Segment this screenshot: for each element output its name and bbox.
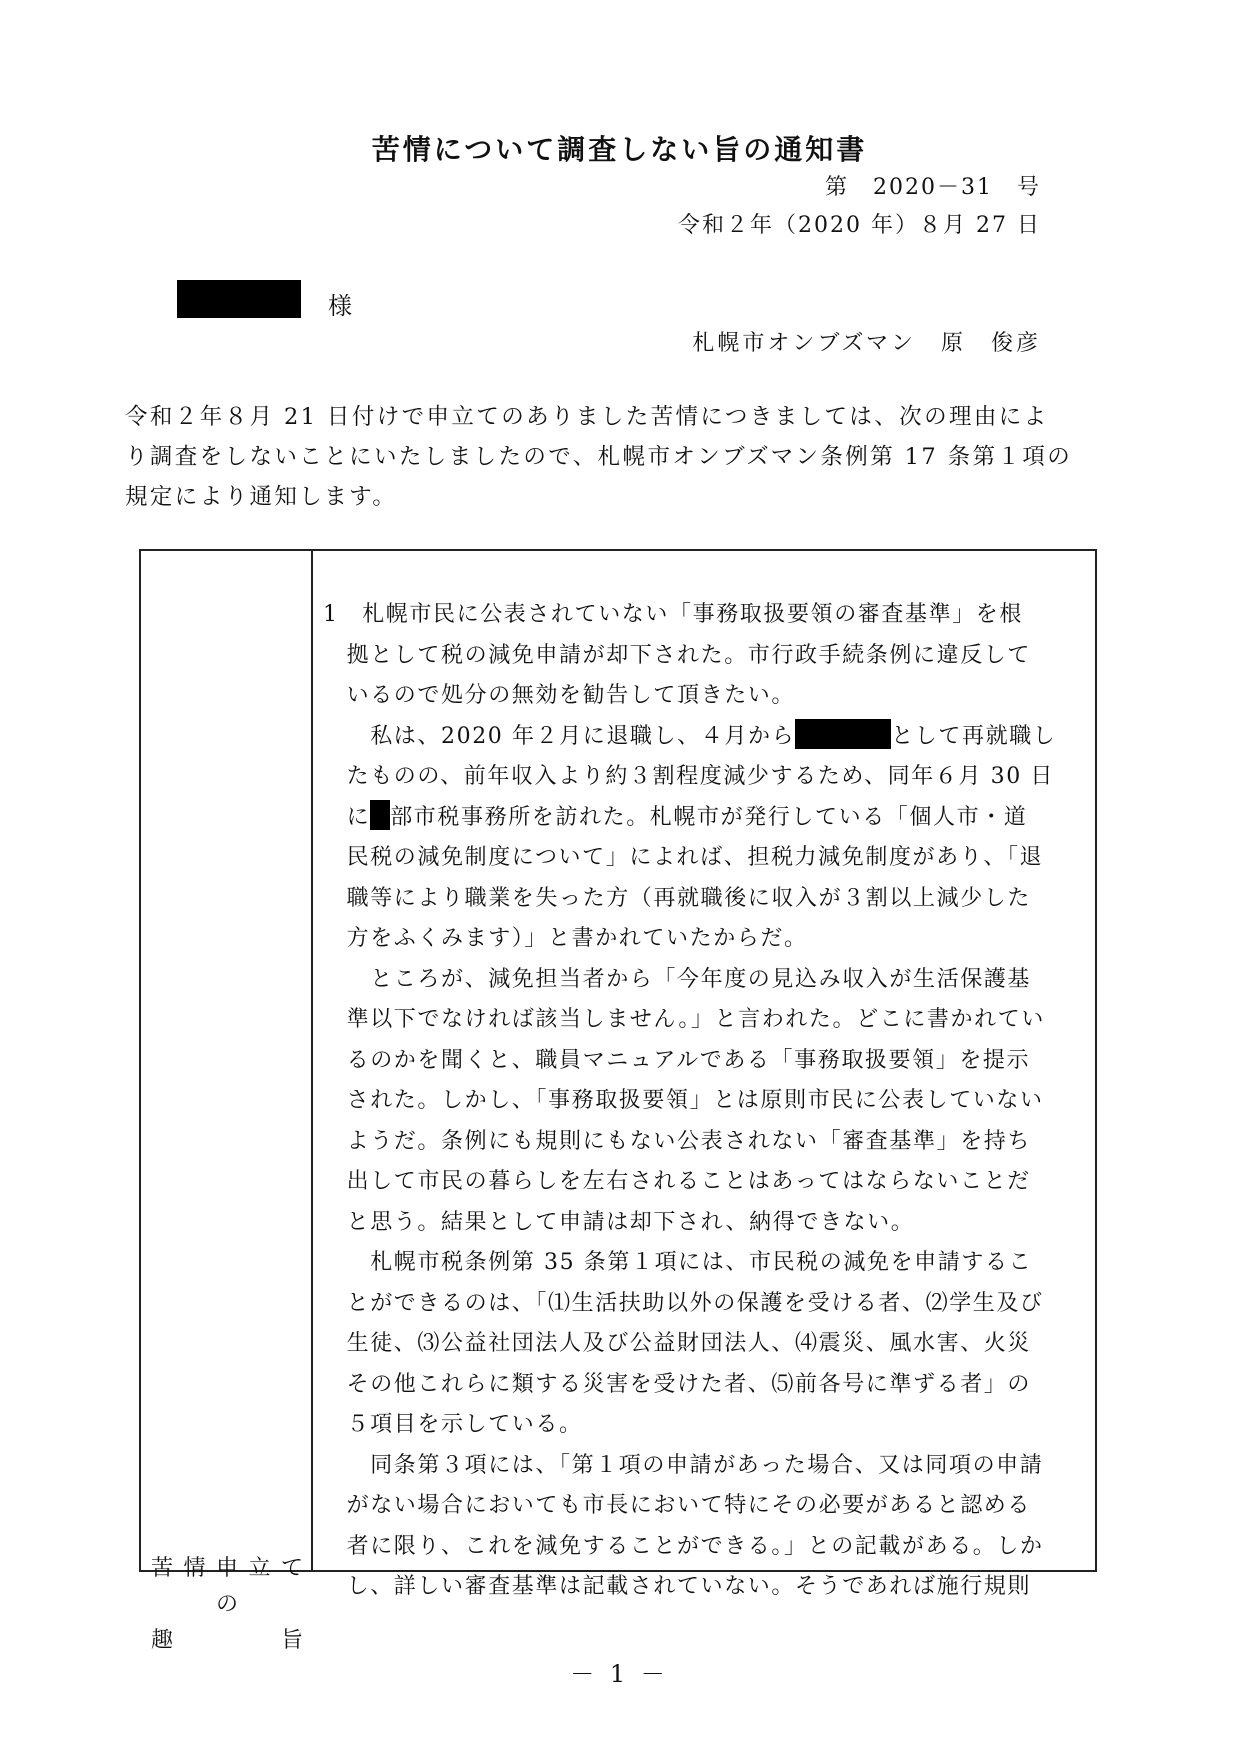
content-cell	[313, 551, 1095, 1599]
content-line: たものの、前年収入より約３割程度減少するため、同年６月 30 日	[323, 764, 1055, 789]
content-line: その他これらに類する災害を受けた者、⑸前各号に準ずる者」の	[323, 1371, 1032, 1397]
document-title: 苦情について調査しない旨の通知書	[371, 133, 868, 166]
content-line: 生徒、⑶公益社団法人及び公益財団法人、⑷震災、風水害、火災	[323, 1331, 1032, 1356]
intro-line: り調査をしないことにいたしましたので、札幌市オンブズマン条例第 17 条第１項の	[125, 444, 1073, 470]
content-line: るのかを聞くと、職員マニュアルである「事務取扱要領」を提示	[323, 1047, 1031, 1073]
content-line: 職等により職業を失った方（再就職後に収入が３割以上減少した	[323, 885, 1032, 911]
content-line	[323, 798, 1093, 839]
complaint-content	[323, 595, 1093, 1608]
content-line: し、詳しい審査基準は記載されていない。そうであれば施行規則	[323, 1574, 1032, 1599]
intro-line: 規定により通知します。	[125, 484, 398, 510]
label-char: 申	[215, 1556, 238, 1581]
redacted-district	[370, 800, 390, 830]
content-line: ようだ。条例にも規則にもない公表されない「審査基準」を持ち	[323, 1128, 1032, 1154]
content-line: とができるのは、「⑴生活扶助以外の保護を受ける者、⑵学生及び	[323, 1290, 1044, 1316]
sender-name: 札幌市オンブズマン 原 俊彦	[692, 331, 1041, 356]
redacted-employer	[795, 719, 891, 749]
content-segment: 私は、2020 年２月に退職し、４月から	[323, 723, 796, 749]
content-line: と思う。結果として申請は却下され、納得できない。	[323, 1209, 915, 1235]
content-line: された。しかし、「事務取扱要領」とは原則市民に公表していない	[323, 1088, 1044, 1113]
content-line: 方をふくみます）」と書かれていたからだ。	[323, 926, 808, 951]
content-line: 同条第３項には、「第１項の申請があった場合、又は同項の申請	[323, 1452, 1044, 1478]
recipient-honorific: 様	[328, 292, 352, 320]
intro-line: 令和２年８月 21 日付けで申立てのありました苦情につきましては、次の理由によ	[125, 404, 1049, 430]
content-line: 準以下でなければ該当しません。」と言われた。どこに書かれてい	[323, 1007, 1045, 1032]
content-line: ところが、減免担当者から「今年度の見込み収入が生活保護基	[323, 966, 1032, 992]
content-line: 札幌市税条例第 35 条第１項には、市民税の減免を申請するこ	[323, 1250, 1033, 1275]
label-char: 情	[183, 1556, 206, 1581]
label-char: 旨	[280, 1628, 303, 1653]
label-char: て	[280, 1556, 303, 1581]
label-cell	[141, 551, 313, 1653]
content-line: ５項目を示している。	[323, 1412, 583, 1437]
content-line	[323, 717, 1093, 758]
label-char: 趣	[151, 1628, 174, 1653]
label-row	[151, 1551, 303, 1587]
label-char: 立	[248, 1556, 271, 1581]
label-char: の	[215, 1592, 238, 1617]
redacted-recipient-name	[177, 280, 301, 318]
content-line: いるので処分の無効を勧告して頂きたい。	[323, 683, 796, 708]
complaint-gist-label	[151, 1551, 303, 1659]
content-line: がない場合においても市長において特にその必要があると認める	[323, 1493, 1032, 1518]
intro-paragraph	[125, 397, 1105, 517]
document-date: 令和２年（2020 年）８月 27 日	[678, 213, 1041, 238]
content-line: 出して市民の暮らしを左右されることはあってはならないことだ	[323, 1169, 1031, 1194]
complaint-table	[139, 549, 1097, 1653]
page-number: － 1 －	[570, 1660, 669, 1688]
reference-number: 第 2020－31 号	[825, 175, 1041, 200]
label-char: 苦	[151, 1556, 174, 1581]
content-segment: 部市税事務所を訪れた。札幌市が発行している「個人市・道	[390, 804, 1028, 830]
content-line: 民税の減免制度について」によれば、担税力減免制度があり、「退	[323, 845, 1044, 870]
content-segment: に	[323, 804, 371, 830]
label-row	[151, 1587, 303, 1623]
content-segment: として再就職し	[891, 723, 1057, 749]
content-line: 1 札幌市民に公表されていない「事務取扱要領の審査基準」を根	[323, 602, 1023, 627]
content-line: 者に限り、これを減免することができる。」との記載がある。しか	[323, 1533, 1044, 1559]
content-line: 拠として税の減免申請が却下された。市行政手続条例に違反して	[323, 642, 1032, 668]
